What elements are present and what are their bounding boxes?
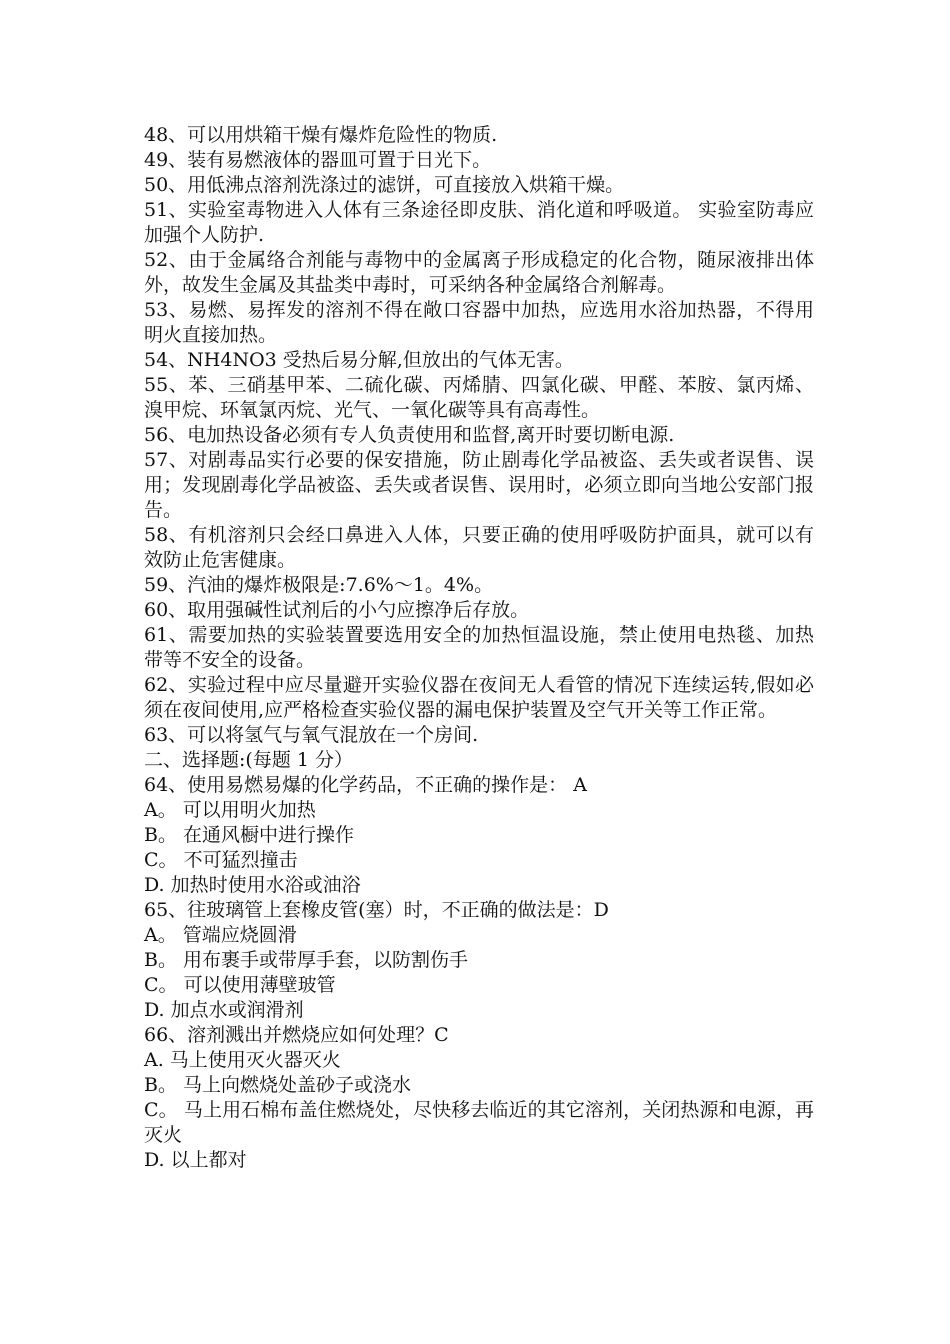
q64-option-b: B。 在通风橱中进行操作 — [144, 824, 355, 846]
q65-option-c: C。 可以使用薄壁玻管 — [144, 974, 336, 996]
q64-option-c: C。 不可猛烈撞击 — [144, 849, 298, 871]
q66-option-d: D. 以上都对 — [144, 1149, 247, 1171]
paragraph-54: 54、NH4NO3 受热后易分解,但放出的气体无害。 — [144, 349, 574, 371]
paragraph-55: 55、苯、三硝基甲苯、二硫化碳、丙烯腈、四氯化碳、甲醛、苯胺、氯丙烯、溴甲烷、环氧氯丙烷、光气、一氧化碳等具有高毒性。 — [144, 374, 814, 421]
q65-option-b: B。 用布裹手或带厚手套，以防割伤手 — [144, 949, 469, 971]
paragraph-56: 56、电加热设备必须有专人负责使用和监督,离开时要切断电源. — [144, 424, 675, 446]
paragraph-57: 57、对剧毒品实行必要的保安措施，防止剧毒化学品被盗、丢失或者误售、误用；发现剧毒化学品被盗、丢失或者误售、误用时，必须立即向当地公安部门报告。 — [144, 449, 814, 521]
q66-option-b: B。 马上向燃烧处盖砂子或浇水 — [144, 1074, 412, 1096]
paragraph-48: 48、可以用烘箱干燥有爆炸危险性的物质. — [144, 124, 498, 146]
paragraph-49: 49、装有易燃液体的器皿可置于日光下。 — [144, 149, 492, 171]
q64-option-d: D. 加热时使用水浴或油浴 — [144, 874, 361, 896]
q65-option-d: D. 加点水或润滑剂 — [144, 999, 304, 1021]
paragraph-50: 50、用低沸点溶剂洗涤过的滤饼，可直接放入烘箱干燥。 — [144, 174, 625, 196]
paragraph-53: 53、易燃、易挥发的溶剂不得在敞口容器中加热，应选用水浴加热器，不得用明火直接加热。 — [144, 299, 814, 346]
section-heading: 二、选择题:(每题 1 分） — [144, 749, 353, 771]
paragraph-51: 51、实验室毒物进入人体有三条途径即皮肤、消化道和呼吸道。 实验室防毒应加强个人防护. — [144, 199, 814, 246]
question-65: 65、往玻璃管上套橡皮管(塞）时，不正确的做法是：D — [144, 899, 609, 921]
paragraph-62: 62、实验过程中应尽量避开实验仪器在夜间无人看管的情况下连续运转,假如必须在夜间使用,应严格检查实验仪器的漏电保护装置及空气开关等工作正常。 — [144, 674, 814, 721]
question-66: 66、溶剂溅出并燃烧应如何处理？C — [144, 1024, 449, 1046]
paragraph-60: 60、取用强碱性试剂后的小勺应擦净后存放。 — [144, 599, 530, 621]
q66-option-c: C。 马上用石棉布盖住燃烧处，尽快移去临近的其它溶剂，关闭热源和电源，再灭火 — [144, 1099, 814, 1146]
question-64: 64、使用易燃易爆的化学药品，不正确的操作是： A — [144, 774, 587, 796]
q64-option-a: A。 可以用明火加热 — [144, 799, 316, 821]
paragraph-58: 58、有机溶剂只会经口鼻进入人体，只要正确的使用呼吸防护面具，就可以有效防止危害健康。 — [144, 524, 814, 571]
paragraph-52: 52、由于金属络合剂能与毒物中的金属离子形成稳定的化合物，随尿液排出体外，故发生金属及其盐类中毒时，可采纳各种金属络合剂解毒。 — [144, 249, 814, 296]
q66-option-a: A. 马上使用灭火器灭火 — [144, 1049, 341, 1071]
paragraph-61: 61、需要加热的实验装置要选用安全的加热恒温设施，禁止使用电热毯、加热带等不安全的设备。 — [144, 624, 814, 671]
q65-option-a: A。 管端应烧圆滑 — [144, 924, 297, 946]
paragraph-63: 63、可以将氢气与氧气混放在一个房间. — [144, 724, 479, 746]
paragraph-59: 59、汽油的爆炸极限是:7.6%～1。4%。 — [144, 574, 494, 596]
document-page — [144, 123, 814, 1173]
